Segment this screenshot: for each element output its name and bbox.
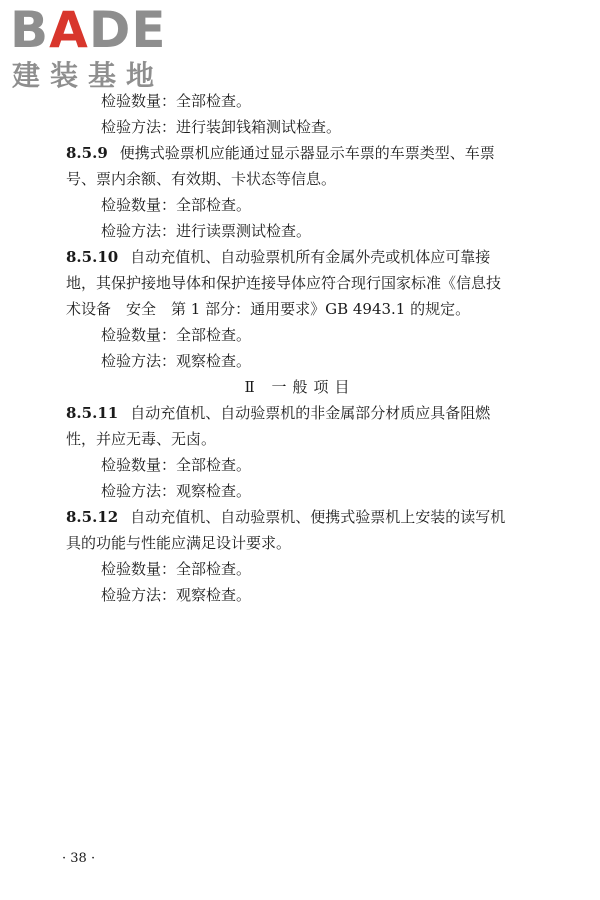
clause-number: 8.5.11 [66,404,119,422]
clause-text: 便携式验票机应能通过显示器显示车票的车票类型、车票 [119,144,495,162]
clause-8-5-11 [66,403,490,423]
inspection-method: 检验方法：观察检查。 [101,482,252,500]
clause-text-continued: 性，并应无毒、无卤。 [66,430,217,448]
clause-text-continued: 术设备 安全 第 1 部分：通用要求》GB 4943.1 的规定。 [66,300,471,318]
inspection-method: 检验方法：进行读票测试检查。 [101,222,312,240]
clause-8-5-10 [66,247,490,267]
logo-subtitle: 建装基地 [12,59,165,92]
inspection-method: 检验方法：观察检查。 [101,352,252,370]
clause-number: 8.5.12 [66,508,119,526]
clause-number: 8.5.10 [66,248,119,266]
clause-text: 自动充值机、自动验票机、便携式验票机上安装的读写机 [130,508,506,526]
clause-8-5-12 [66,507,505,527]
logo-wordmark: BADE [10,1,167,59]
inspection-quantity: 检验数量：全部检查。 [101,456,252,474]
clause-8-5-9 [66,143,495,163]
clause-text-continued: 地，其保护接地导体和保护连接导体应符合现行国家标准《信息技 [66,274,502,292]
inspection-quantity: 检验数量：全部检查。 [101,92,252,110]
clause-text-continued: 号、票内余额、有效期、卡状态等信息。 [66,170,337,188]
clause-number: 8.5.9 [66,144,108,162]
inspection-method: 检验方法：观察检查。 [101,586,252,604]
inspection-quantity: 检验数量：全部检查。 [101,196,252,214]
inspection-method: 检验方法：进行装卸钱箱测试检查。 [101,118,342,136]
clause-text: 自动充值机、自动验票机的非金属部分材质应具备阻燃 [130,404,491,422]
inspection-quantity: 检验数量：全部检查。 [101,560,252,578]
bade-logo [10,1,175,96]
clause-text-continued: 具的功能与性能应满足设计要求。 [66,534,292,552]
section-heading: Ⅱ 一般项目 [244,378,356,396]
inspection-quantity: 检验数量：全部检查。 [101,326,252,344]
page-number: · 38 · [62,851,96,866]
clause-text: 自动充值机、自动验票机所有金属外壳或机体应可靠接 [130,248,491,266]
